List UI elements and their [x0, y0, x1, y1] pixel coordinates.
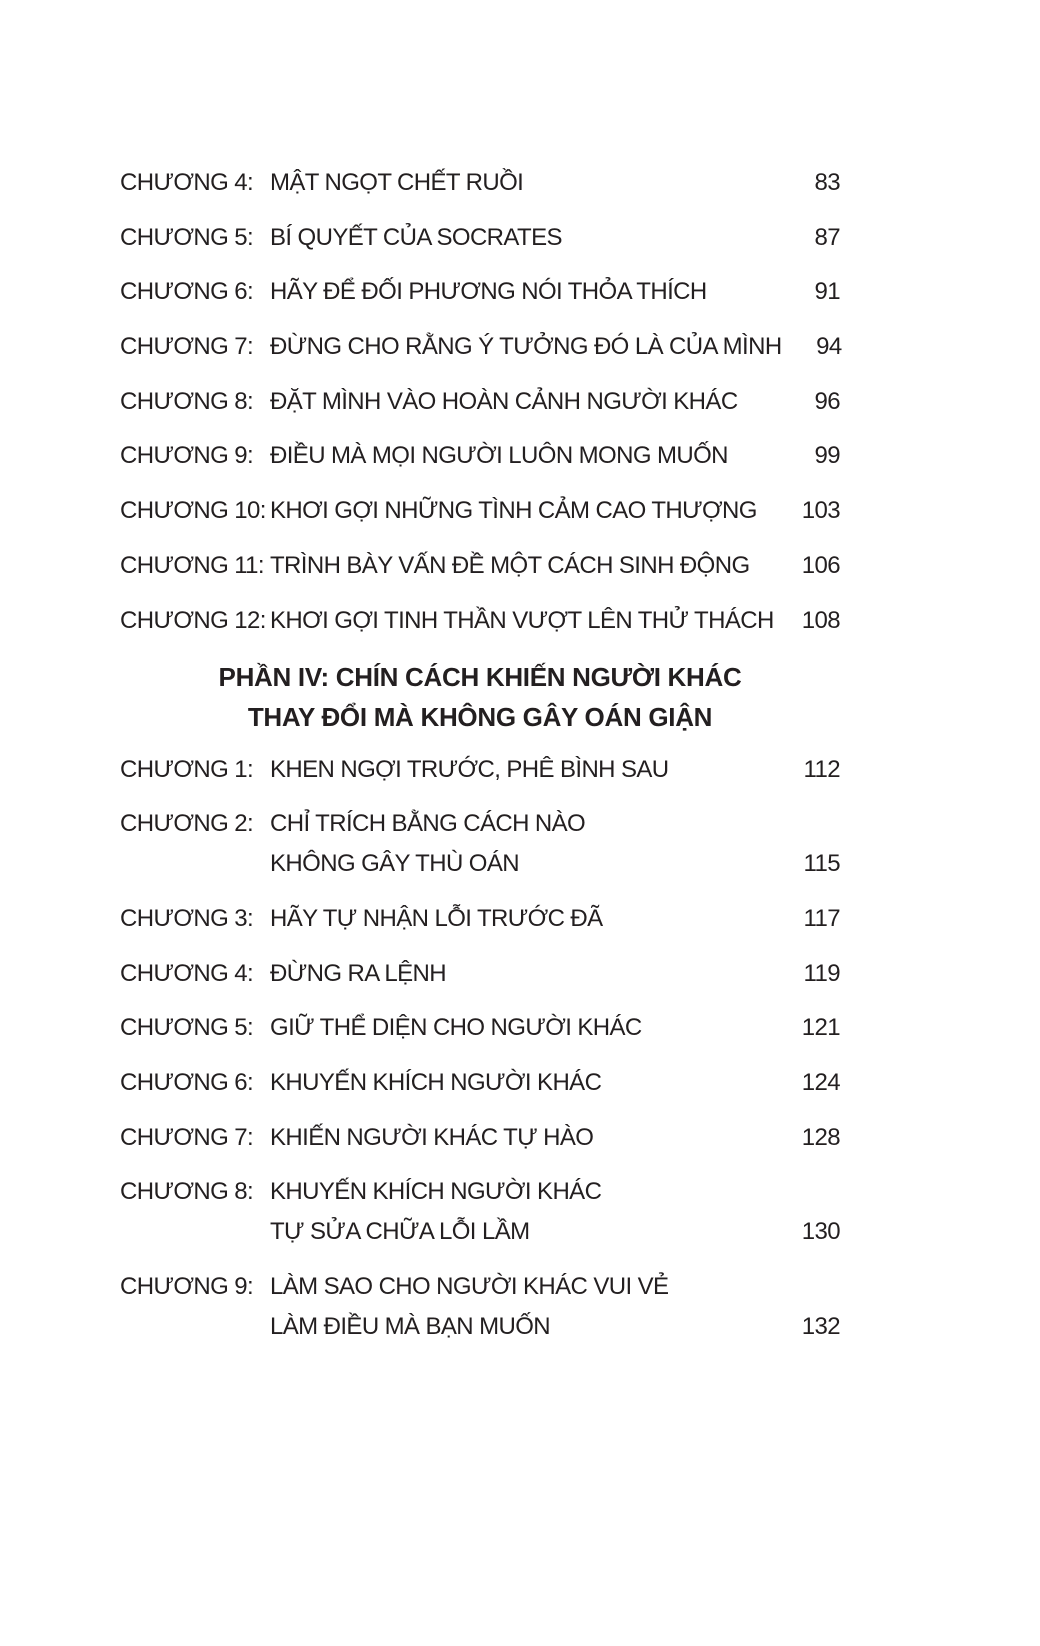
chapter-title-line: KHÔNG GÂY THÙ OÁN: [270, 850, 519, 878]
chapter-title-line: ĐỪNG CHO RẰNG Ý TƯỞNG ĐÓ LÀ CỦA MÌNH: [270, 333, 782, 361]
chapter-label: CHƯƠNG 4:: [120, 169, 254, 196]
chapter-title-line: KHEN NGỢI TRƯỚC, PHÊ BÌNH SAU: [270, 755, 669, 783]
section-heading: [120, 657, 840, 737]
page-number: 106: [801, 551, 840, 579]
chapter-label: CHƯƠNG 9:: [120, 442, 254, 470]
chapter-label: CHƯƠNG 8:: [120, 1178, 254, 1206]
chapter-title-line: KHUYẾN KHÍCH NGƯỜI KHÁC: [270, 1068, 602, 1096]
page-number: 94: [816, 333, 842, 361]
page-number: 96: [814, 387, 840, 415]
chapter-title-line: TRÌNH BÀY VẤN ĐỀ MỘT CÁCH SINH ĐỘNG: [270, 551, 750, 579]
page-number: 115: [803, 850, 840, 878]
toc-entry: [120, 272, 840, 312]
page-number: 132: [801, 1313, 840, 1340]
chapter-title: [270, 546, 780, 586]
chapter-title-line: HÃY TỰ NHẬN LỖI TRƯỚC ĐÃ: [270, 904, 603, 932]
table-of-contents: [120, 163, 840, 1362]
chapter-label: CHƯƠNG 6:: [120, 1068, 254, 1096]
toc-entry: [120, 1008, 840, 1048]
chapter-title: [270, 163, 780, 203]
page-number: 99: [814, 442, 840, 470]
chapter-title-line: ĐỪNG RA LỆNH: [270, 959, 446, 987]
toc-entry: [120, 436, 840, 476]
chapter-title: [270, 899, 780, 939]
chapter-title: [270, 491, 780, 531]
toc-entry: [120, 382, 840, 422]
chapter-title: [270, 601, 780, 641]
toc-entry: [120, 1172, 840, 1252]
chapter-title: [270, 1008, 780, 1048]
chapter-label: CHƯƠNG 10:: [120, 497, 266, 525]
chapter-title-line: LÀM SAO CHO NGƯỜI KHÁC VUI VẺ: [270, 1273, 669, 1300]
section-heading-line: PHẦN IV: CHÍN CÁCH KHIẾN NGƯỜI KHÁC: [218, 661, 742, 692]
toc-entry: [120, 163, 840, 203]
chapter-label: CHƯƠNG 9:: [120, 1273, 254, 1300]
chapter-title: [270, 1172, 780, 1252]
chapter-title: [270, 1267, 780, 1347]
toc-entry: [120, 750, 840, 790]
chapter-label: CHƯƠNG 5:: [120, 1014, 254, 1042]
chapter-label: CHƯƠNG 7:: [120, 1123, 254, 1151]
chapter-label: CHƯƠNG 4:: [120, 959, 254, 987]
chapter-title-line: KHƠI GỢI NHỮNG TÌNH CẢM CAO THƯỢNG: [270, 497, 757, 525]
page-number: 87: [814, 223, 840, 251]
chapter-title-line: LÀM ĐIỀU MÀ BẠN MUỐN: [270, 1313, 551, 1340]
chapter-label: CHƯƠNG 7:: [120, 333, 254, 361]
toc-entry: [120, 1118, 840, 1158]
chapter-title: [270, 436, 780, 476]
toc-entry: [120, 899, 840, 939]
chapter-label: CHƯƠNG 5:: [120, 223, 254, 251]
chapter-title: [270, 954, 780, 994]
chapter-title-line: BÍ QUYẾT CỦA SOCRATES: [270, 223, 562, 251]
chapter-label: CHƯƠNG 2:: [120, 810, 254, 838]
toc-entry: [120, 218, 840, 258]
toc-entry: [120, 546, 840, 586]
toc-entry: [120, 1267, 840, 1347]
chapter-title: [270, 750, 780, 790]
page-number: 128: [801, 1123, 840, 1151]
chapter-label: CHƯƠNG 6:: [120, 278, 254, 306]
page-number: 108: [801, 606, 840, 634]
chapter-title: [270, 382, 780, 422]
toc-entry: [120, 327, 840, 367]
toc-entry: [120, 954, 840, 994]
chapter-title-line: TỰ SỬA CHỮA LỖI LẦM: [270, 1218, 530, 1246]
chapter-title: [270, 1063, 780, 1103]
toc-entry: [120, 601, 840, 641]
chapter-label: CHƯƠNG 11:: [120, 551, 264, 579]
chapter-title-line: ĐẶT MÌNH VÀO HOÀN CẢNH NGƯỜI KHÁC: [270, 387, 738, 415]
page-number: 121: [801, 1014, 840, 1042]
chapter-title-line: CHỈ TRÍCH BẰNG CÁCH NÀO: [270, 810, 586, 838]
chapter-title: [270, 327, 782, 367]
chapter-title: [270, 272, 780, 312]
page-number: 130: [801, 1218, 840, 1246]
toc-entry: [120, 804, 840, 884]
chapter-title-line: MẬT NGỌT CHẾT RUỒI: [270, 169, 524, 196]
chapter-title: [270, 1118, 780, 1158]
chapter-title-line: KHIẾN NGƯỜI KHÁC TỰ HÀO: [270, 1123, 594, 1151]
chapter-title-line: GIỮ THỂ DIỆN CHO NGƯỜI KHÁC: [270, 1014, 642, 1042]
page-number: 117: [803, 904, 840, 932]
toc-entry: [120, 491, 840, 531]
page-number: 112: [803, 755, 840, 783]
chapter-title-line: KHƠI GỢI TINH THẦN VƯỢT LÊN THỬ THÁCH: [270, 606, 774, 634]
chapter-title: [270, 804, 780, 884]
page-number: 103: [801, 497, 840, 525]
chapter-label: CHƯƠNG 12:: [120, 606, 266, 634]
chapter-label: CHƯƠNG 1:: [120, 755, 254, 783]
chapter-label: CHƯƠNG 3:: [120, 904, 254, 932]
toc-entry: [120, 1063, 840, 1103]
section-heading-line: THAY ĐỔI MÀ KHÔNG GÂY OÁN GIẬN: [247, 701, 713, 732]
page-number: 91: [814, 278, 840, 306]
page-number: 124: [801, 1068, 840, 1096]
chapter-title-line: HÃY ĐỂ ĐỐI PHƯƠNG NÓI THỎA THÍCH: [270, 278, 707, 306]
page-number: 119: [803, 959, 840, 987]
page-number: 83: [814, 169, 840, 196]
chapter-title: [270, 218, 780, 258]
chapter-label: CHƯƠNG 8:: [120, 387, 254, 415]
chapter-title-line: ĐIỀU MÀ MỌI NGƯỜI LUÔN MONG MUỐN: [270, 442, 728, 470]
chapter-title-line: KHUYẾN KHÍCH NGƯỜI KHÁC: [270, 1178, 602, 1206]
